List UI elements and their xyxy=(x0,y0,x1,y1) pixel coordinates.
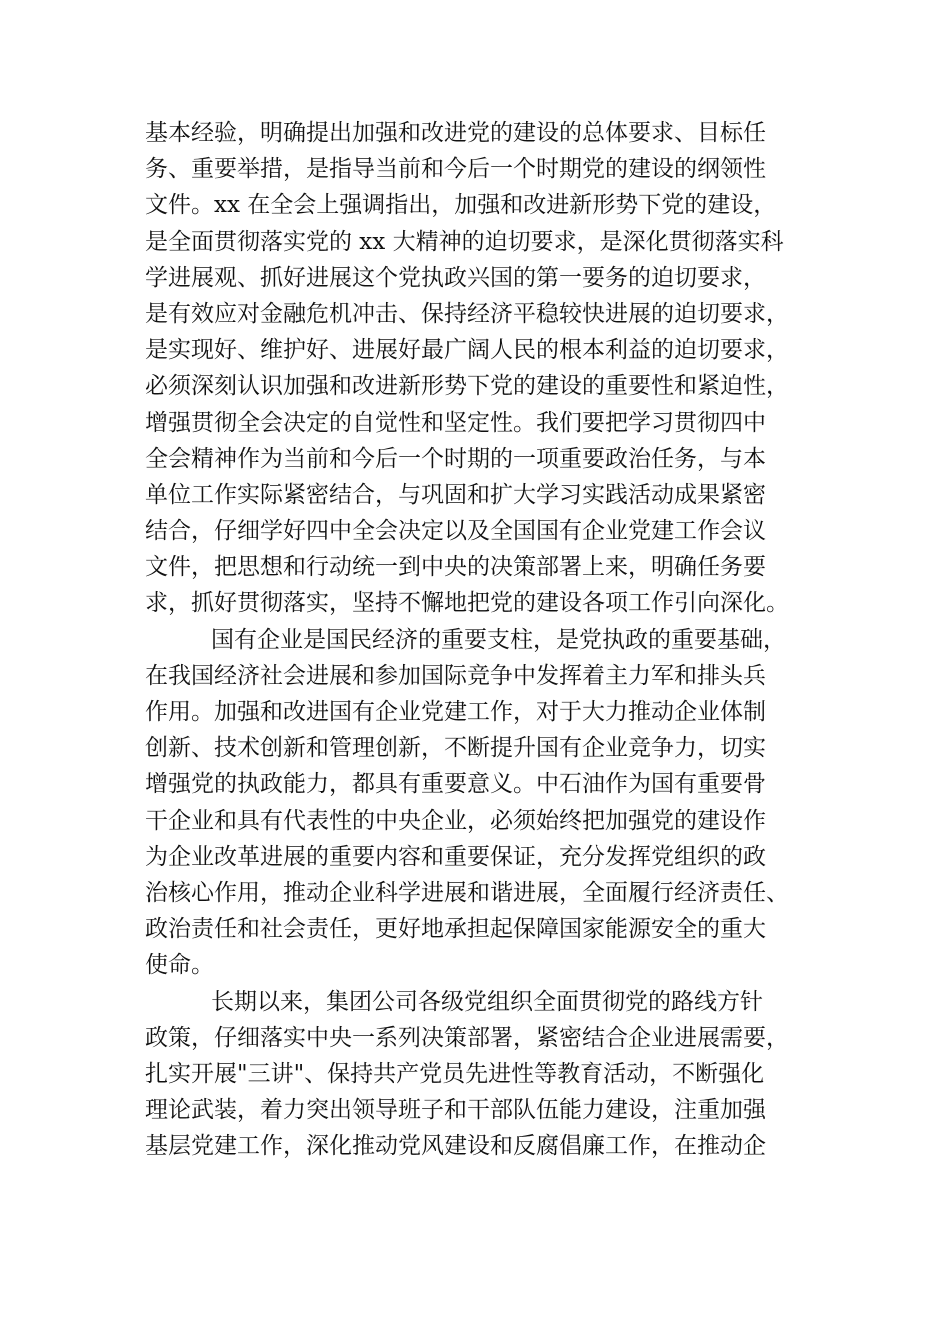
paragraph-2 xyxy=(145,622,805,984)
document-body xyxy=(145,115,805,1164)
text-line: 单位工作实际紧密结合，与巩固和扩大学习实践活动成果紧密 xyxy=(145,481,766,508)
text-line: 政治责任和社会责任，更好地承担起保障国家能源安全的重大 xyxy=(145,916,766,943)
text-line: 增强党的执政能力，都具有重要意义。中石油作为国有重要骨 xyxy=(145,771,766,798)
text-line: 为企业改革进展的重要内容和重要保证，充分发挥党组织的政 xyxy=(145,843,766,870)
text-line: 政策，仔细落实中央一系列决策部署，紧密结合企业进展需要， xyxy=(145,1024,789,1051)
text-line: 扎实开展"三讲"、保持共产党员先进性等教育活动，不断强化 xyxy=(145,1060,765,1087)
text-line: 国有企业是国民经济的重要支柱，是党执政的重要基础， xyxy=(211,626,786,653)
text-line: 在我国经济社会进展和参加国际竞争中发挥着主力军和排头兵 xyxy=(145,662,766,689)
text-line: 增强贯彻全会决定的自觉性和坚定性。我们要把学习贯彻四中 xyxy=(145,409,766,436)
text-line: 文件。xx 在全会上强调指出，加强和改进新形势下党的建设， xyxy=(145,192,777,219)
text-line: 务、重要举措，是指导当前和今后一个时期党的建设的纲领性 xyxy=(145,156,766,183)
text-line: 基层党建工作，深化推动党风建设和反腐倡廉工作，在推动企 xyxy=(145,1133,766,1160)
text-line: 求，抓好贯彻落实，坚持不懈地把党的建设各项工作引向深化。 xyxy=(145,590,789,617)
text-line: 学进展观、抓好进展这个党执政兴国的第一要务的迫切要求， xyxy=(145,264,766,291)
text-line: 文件，把思想和行动统一到中央的决策部署上来，明确任务要 xyxy=(145,554,766,581)
text-line: 治核心作用，推动企业科学进展和谐进展，全面履行经济责任、 xyxy=(145,879,789,906)
text-line: 是全面贯彻落实党的 xx 大精神的迫切要求，是深化贯彻落实科 xyxy=(145,228,784,255)
text-line: 基本经验，明确提出加强和改进党的建设的总体要求、目标任 xyxy=(145,120,766,146)
text-line: 必须深刻认识加强和改进新形势下党的建设的重要性和紧迫性， xyxy=(145,373,789,400)
text-line: 是实现好、维护好、进展好最广阔人民的根本利益的迫切要求， xyxy=(145,337,789,364)
text-line: 作用。加强和改进国有企业党建工作，对于大力推动企业体制 xyxy=(145,699,766,725)
text-line: 全会精神作为当前和今后一个时期的一项重要政治任务，与本 xyxy=(145,445,766,472)
text-line: 创新、技术创新和管理创新，不断提升国有企业竞争力，切实 xyxy=(145,735,766,762)
text-line: 理论武装，着力突出领导班子和干部队伍能力建设，注重加强 xyxy=(145,1097,766,1124)
text-line: 使命。 xyxy=(145,952,214,979)
paragraph-3 xyxy=(145,984,805,1165)
text-line: 结合，仔细学好四中全会决定以及全国国有企业党建工作会议 xyxy=(145,518,766,545)
paragraph-1 xyxy=(145,115,805,622)
text-line: 干企业和具有代表性的中央企业，必须始终把加强党的建设作 xyxy=(145,807,766,834)
text-line: 是有效应对金融危机冲击、保持经济平稳较快进展的迫切要求， xyxy=(145,300,789,327)
text-line: 长期以来，集团公司各级党组织全面贯彻党的路线方针 xyxy=(211,988,763,1015)
